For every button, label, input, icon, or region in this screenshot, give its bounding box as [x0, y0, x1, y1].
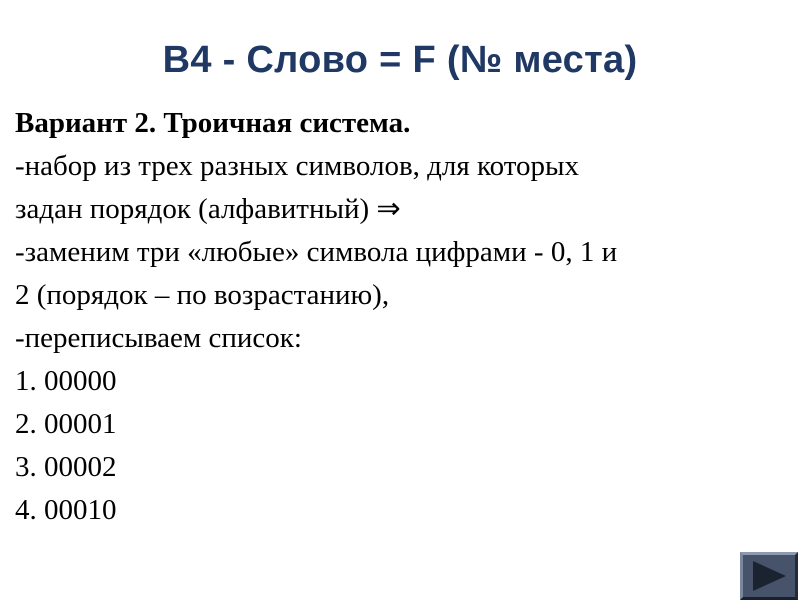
- list-item: 1. 00000: [15, 365, 117, 397]
- slide-title: В4 - Слово = F (№ места): [162, 39, 638, 81]
- text-line: -заменим три «любые» символа цифрами - 0, 1 и: [15, 236, 618, 268]
- text-line: -набор из трех разных символов, для которых: [15, 150, 579, 182]
- variant-heading: Вариант 2. Троичная система.: [15, 107, 411, 139]
- text-line: задан порядок (алфавитный) ⇒: [15, 193, 401, 225]
- text-line: 2 (порядок – по возрастанию),: [15, 279, 390, 311]
- list-item: 2. 00001: [15, 408, 117, 440]
- text-line: -переписываем список:: [15, 322, 302, 354]
- play-next-icon: [749, 559, 789, 593]
- list-item: 3. 00002: [15, 451, 117, 483]
- list-item: 4. 00010: [15, 494, 117, 526]
- next-slide-button[interactable]: [740, 552, 798, 600]
- slide-body: [15, 102, 785, 532]
